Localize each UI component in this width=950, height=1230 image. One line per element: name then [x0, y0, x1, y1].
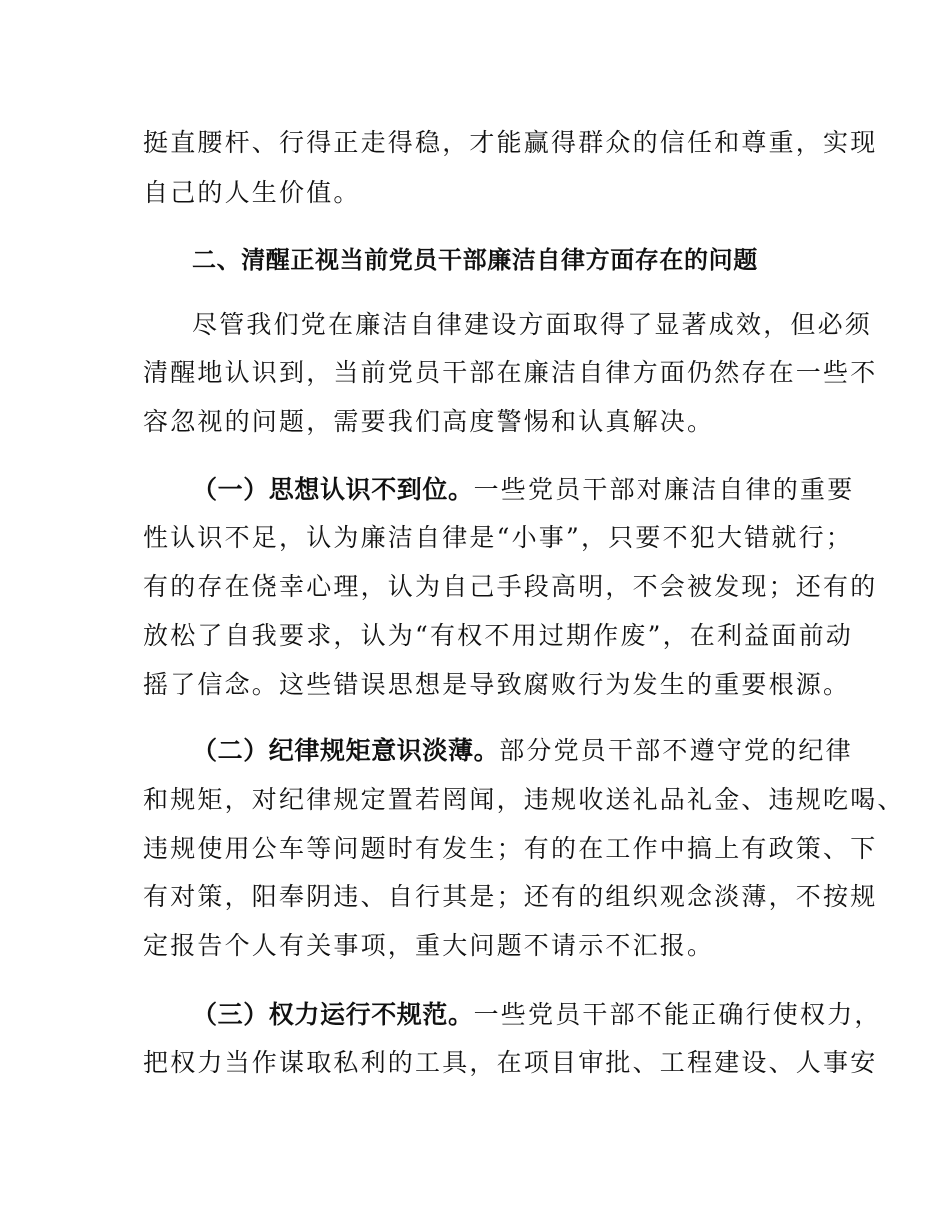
section-1-line-1	[192, 473, 854, 507]
section-2-line-5: 定报告个人有关事项，重大问题不请示不汇报。	[143, 931, 715, 960]
section-3-line-2: 把权力当作谋取私利的工具，在项目审批、工程建设、人事安	[143, 1048, 878, 1077]
paragraph-1-line-1: 挺直腰杆、行得正走得稳，才能赢得群众的信任和尊重，实现	[143, 128, 878, 157]
section-3-line-1-text: 一些党员干部不能正确行使权力，	[473, 1000, 882, 1029]
section-1-line-5: 摇了信念。这些错误思想是导致腐败行为发生的重要根源。	[143, 670, 851, 699]
paragraph-2-line-1: 尽管我们党在廉洁自律建设方面取得了显著成效，但必须	[192, 310, 873, 339]
section-1-line-4: 放松了自我要求，认为“有权不用过期作废”，在利益面前动	[143, 621, 853, 650]
section-1-line-3: 有的存在侥幸心理，认为自己手段高明，不会被发现；还有的	[143, 572, 878, 601]
section-2-line-2: 和规矩，对纪律规定置若罔闻，违规收送礼品礼金、违规吃喝、	[143, 785, 905, 814]
paragraph-2-line-3: 容忽视的问题，需要我们高度警惕和认真解决。	[143, 407, 715, 436]
section-2-line-1-text: 部分党员干部不遵守党的纪律	[499, 736, 853, 765]
section-1-lead: （一）思想认识不到位。	[192, 475, 474, 504]
section-3-line-1	[192, 998, 882, 1032]
section-3-lead: （三）权力运行不规范。	[192, 1000, 474, 1029]
paragraph-2-line-2: 清醒地认识到，当前党员干部在廉洁自律方面仍然存在一些不	[143, 358, 878, 387]
section-1-line-2: 性认识不足，认为廉洁自律是“小事”，只要不犯大错就行；	[143, 523, 853, 552]
paragraph-1-line-2: 自己的人生价值。	[143, 178, 361, 207]
section-heading-2: 二、清醒正视当前党员干部廉洁自律方面存在的问题	[192, 246, 758, 274]
section-2-line-1	[192, 734, 853, 768]
section-2-lead: （二）纪律规矩意识淡薄。	[192, 736, 500, 765]
section-1-line-1-text: 一些党员干部对廉洁自律的重要	[473, 475, 855, 504]
section-2-line-3: 违规使用公车等问题时有发生；有的在工作中搞上有政策、下	[143, 834, 878, 863]
section-2-line-4: 有对策，阳奉阴违、自行其是；还有的组织观念淡薄，不按规	[143, 882, 878, 911]
